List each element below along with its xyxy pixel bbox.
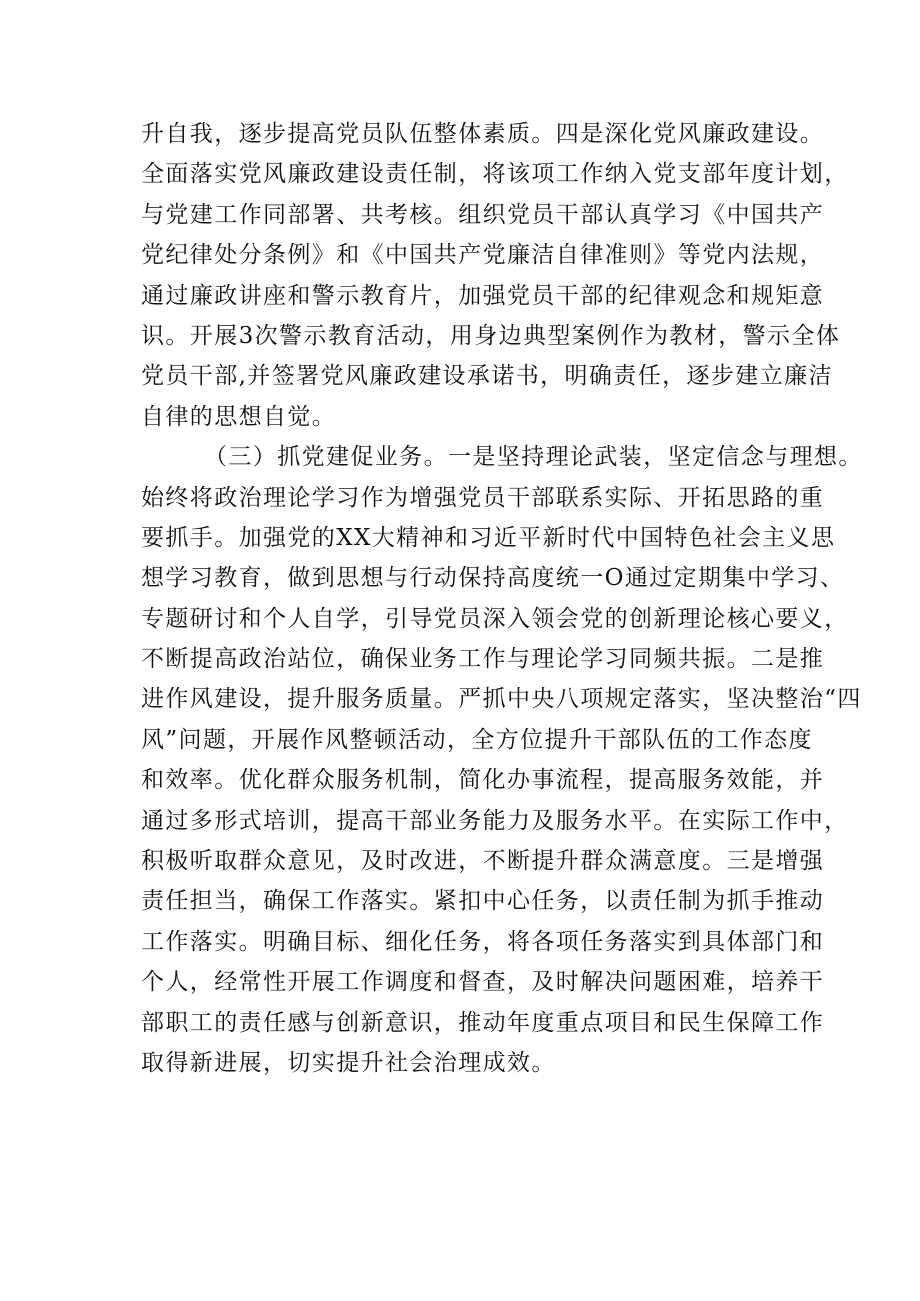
text-line: 进作风建设，提升服务质量。严抓中央八项规定落实，坚决整治“四 <box>141 686 862 713</box>
text-line: 始终将政治理论学习作为增强党员干部联系实际、开拓思路的重 <box>141 484 825 511</box>
text-line: 不断提高政治站位，确保业务工作与理论学习同频共振。二是推 <box>141 646 825 673</box>
text-line: 党员干部,并签署党风廉政建设承诺书，明确责任，逐步建立廉洁 <box>141 363 833 390</box>
text-line: 与党建工作同部署、共考核。组织党员干部认真学习《中国共产 <box>141 201 825 228</box>
text-line: 要抓手。加强党的XX大精神和习近平新时代中国特色社会主义思 <box>141 524 836 551</box>
text-line: 个人，经常性开展工作调度和督查，及时解决问题困难，培养干 <box>141 969 825 996</box>
text-line: 部职工的责任感与创新意识，推动年度重点项目和民生保障工作 <box>141 1009 825 1036</box>
text-line: 专题研讨和个人自学，引导党员深入领会党的创新理论核心要义， <box>141 605 849 632</box>
text-line: 党纪律处分条例》和《中国共产党廉洁自律准则》等党内法规， <box>141 242 825 269</box>
section-heading-line: （三）抓党建促业务。一是坚持理论武装，坚定信念与理想。 <box>204 444 863 471</box>
text-line: 想学习教育，做到思想与行动保持高度统一O通过定期集中学习、 <box>141 565 845 592</box>
text-line: 全面落实党风廉政建设责任制，将该项工作纳入党支部年度计划， <box>141 161 849 188</box>
text-line: 和效率。优化群众服务机制，简化办事流程，提高服务效能，并 <box>141 767 825 794</box>
body-text <box>141 114 863 1083</box>
text-line: 通过多形式培训，提高干部业务能力及服务水平。在实际工作中， <box>141 807 849 834</box>
text-line: 识。开展3次警示教育活动，用身边典型案例作为教材，警示全体 <box>141 322 841 349</box>
text-line: 风”问题，开展作风整顿活动，全方位提升干部队伍的工作态度 <box>141 726 813 753</box>
text-line: 责任担当，确保工作落实。紧扣中心任务，以责任制为抓手推动 <box>141 888 825 915</box>
text-line: 升自我，逐步提高党员队伍整体素质。四是深化党风廉政建设。 <box>141 121 825 147</box>
text-line: 自律的思想自觉。 <box>141 403 337 430</box>
text-line: 通过廉政讲座和警示教育片，加强党员干部的纪律观念和规矩意 <box>141 282 825 309</box>
text-line: 积极听取群众意见，及时改进，不断提升群众满意度。三是增强 <box>141 848 825 875</box>
text-line: 工作落实。明确目标、细化任务，将各项任务落实到具体部门和 <box>141 928 825 955</box>
text-line: 取得新进展，切实提升社会治理成效。 <box>141 1049 556 1076</box>
